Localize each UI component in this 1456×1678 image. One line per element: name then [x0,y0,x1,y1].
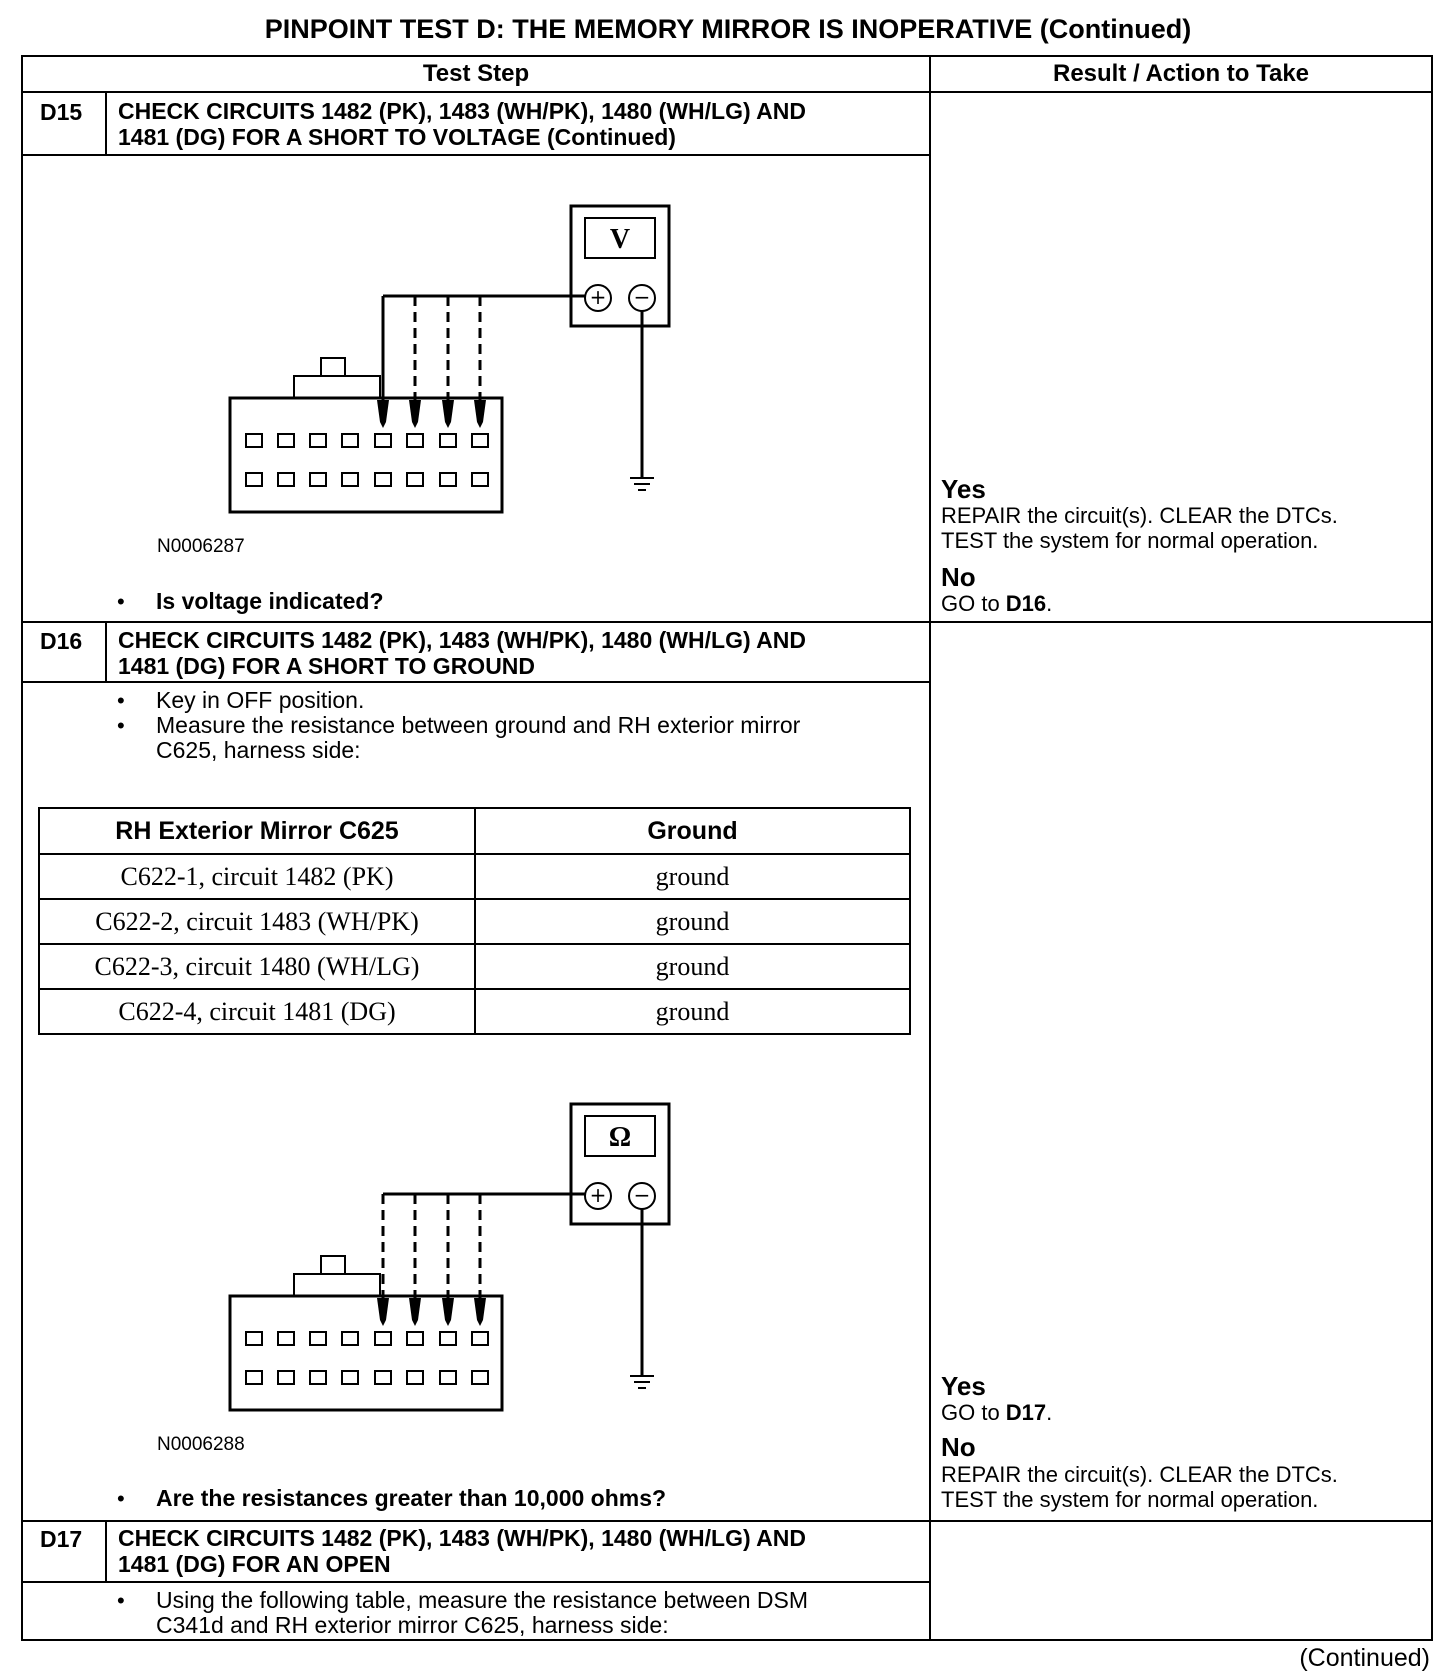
svg-text:−: − [633,285,651,309]
pin-ground-table [38,807,911,1035]
continued-footer: (Continued) [1299,1644,1430,1672]
result-yes-text: REPAIR the circuit(s). CLEAR the DTCs. TEST the system for normal operation. [941,503,1338,553]
step-title-line: CHECK CIRCUITS 1482 (PK), 1483 (WH/PK), 1480 (WH/LG) AND [118,98,806,124]
table-row [39,854,910,899]
step-title-d16 [118,627,806,679]
figure-id-d15: N0006287 [157,536,245,557]
step-title-d17 [118,1525,806,1577]
resistance-test-diagram [200,1088,700,1418]
step-title-line: 1481 (DG) FOR A SHORT TO GROUND [118,653,536,679]
question-d16: Are the resistances greater than 10,000 ohms? [156,1485,667,1511]
column-header-result: Result / Action to Take [1052,60,1310,87]
step-id-d16: D16 [40,628,83,654]
link-d16[interactable]: D16 [1005,591,1047,616]
step-instruction: Key in OFF position. [156,687,365,713]
svg-text:+: + [589,285,607,309]
result-yes-text: GO to D17. [941,1400,1053,1425]
table-cell: ground [475,989,910,1034]
step-instruction: Measure the resistance between ground and RH exterior mirror C625, harness side: [156,712,801,763]
step-title-d15 [118,98,806,150]
svg-text:−: − [633,1183,651,1207]
table-cell: ground [475,899,910,944]
table-header-cell: Ground [475,808,910,854]
table-cell: ground [475,854,910,899]
table-cell: C622-4, circuit 1481 (DG) [39,989,475,1034]
step-title-line: 1481 (DG) FOR AN OPEN [118,1551,391,1577]
table-cell: ground [475,944,910,989]
step-instruction: Using the following table, measure the resistance between DSM C341d and RH exterior mirror C625, harness side: [156,1587,809,1638]
svg-text:+: + [589,1183,607,1207]
voltage-test-diagram [200,190,700,520]
table-cell: C622-2, circuit 1483 (WH/PK) [39,899,475,944]
question-d15: Is voltage indicated? [156,588,384,614]
result-no-label: No [941,1432,976,1462]
bullet-icon: • [117,713,125,738]
meter-ohm-icon: Ω [608,1122,632,1153]
column-header-test-step: Test Step [422,60,530,87]
step-title-line: CHECK CIRCUITS 1482 (PK), 1483 (WH/PK), 1480 (WH/LG) AND [118,1525,806,1551]
result-no-label: No [941,562,976,592]
figure-id-d16: N0006288 [157,1434,245,1455]
result-no-text: GO to D16. [941,591,1053,616]
link-d17[interactable]: D17 [1005,1400,1047,1425]
page-title: PINPOINT TEST D: THE MEMORY MIRROR IS INOPERATIVE (Continued) [264,14,1192,44]
meter-voltage-icon: V [609,224,631,255]
step-title-line: 1481 (DG) FOR A SHORT TO VOLTAGE (Continued) [118,124,676,150]
bullet-icon: • [117,1588,125,1613]
result-yes-label: Yes [941,1371,986,1401]
table-header-cell: RH Exterior Mirror C625 [39,808,475,854]
table-cell: C622-3, circuit 1480 (WH/LG) [39,944,475,989]
bullet-icon: • [117,1486,125,1511]
step-id-d17: D17 [40,1526,83,1552]
table-header-row [39,808,910,854]
table-row [39,944,910,989]
step-id-d15: D15 [40,99,83,125]
result-yes-label: Yes [941,474,986,504]
table-cell: C622-1, circuit 1482 (PK) [39,854,475,899]
result-no-text: REPAIR the circuit(s). CLEAR the DTCs. TEST the system for normal operation. [941,1462,1338,1512]
step-title-line: CHECK CIRCUITS 1482 (PK), 1483 (WH/PK), 1480 (WH/LG) AND [118,627,806,653]
table-row [39,899,910,944]
bullet-icon: • [117,589,125,614]
table-row [39,989,910,1034]
bullet-icon: • [117,688,125,713]
